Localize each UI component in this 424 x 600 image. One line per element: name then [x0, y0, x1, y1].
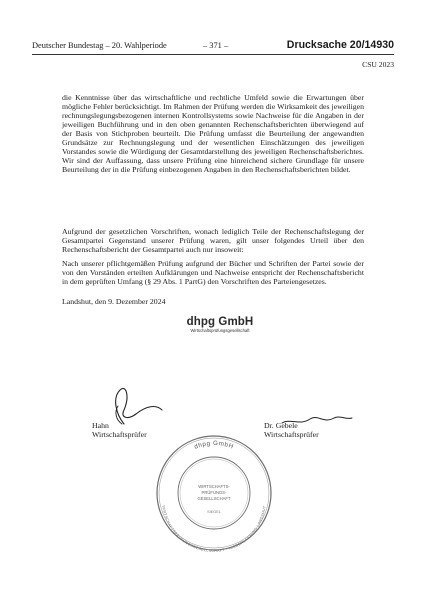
signer-name-right: Dr. Gebele — [264, 421, 298, 430]
svg-text:GESELLSCHAFT: GESELLSCHAFT — [197, 496, 231, 501]
company-seal-icon — [157, 436, 271, 552]
signature-hahn-icon — [116, 388, 162, 424]
firm-logo — [170, 316, 270, 333]
signature-block-right — [264, 421, 319, 439]
page-number: – 371 – — [203, 41, 229, 50]
signature-block-left — [92, 421, 147, 439]
section-tag: CSU 2023 — [362, 60, 394, 69]
svg-text:WIRTSCHAFTS-: WIRTSCHAFTS- — [198, 484, 230, 489]
paragraph-audit-scope: die Kenntnisse über das wirtschaftliche und rechtliche Umfeld sowie die Erwartungen über mögliche Fehler berücksichtigt. Im Rahmen der Prüfung werden die Wirksamkeit des jeweiligen rechnungslegungsbezogenen internen Kontrollsystems sowie Nachweise für die Angaben in der jeweiligen Buchführung und in den oben genannten Rechenschaftsberichten überwiegend auf der Basis von Stichproben beurteilt. Die Prüfung umfasst die Beurteilung der angewandten Grundsätze zur Rechnungslegung und der wesentlichen Einschätzungen des jeweiligen Vorstandes sowie die Würdigung der Gesamtdarstellung des jeweiligen Rechenschaftsberichtes. Wir sind der Auffassung, dass unsere Prüfung eine hinreichend sichere Grundlage für unsere Beurteilung der in die Prüfung einbezogenen Angaben in den Rechenschaftsberichten bildet. — [62, 93, 364, 174]
svg-text:SIEGEL: SIEGEL — [207, 510, 221, 514]
svg-text:PRÜFUNGS-: PRÜFUNGS- — [201, 490, 227, 495]
place-and-date: Landshut, den 9. Dezember 2024 — [62, 297, 166, 306]
header-rule — [32, 54, 394, 55]
signer-name-left: Hahn — [92, 421, 109, 430]
parliament-label: Deutscher Bundestag – 20. Wahlperiode — [32, 41, 167, 50]
firm-name: dhpg GmbH — [186, 316, 254, 328]
document-number: Drucksache 20/14930 — [286, 39, 394, 51]
page-header — [32, 39, 394, 53]
signer-title-right: Wirtschaftsprüfer — [264, 430, 319, 439]
svg-text:dhpg GmbH: dhpg GmbH — [193, 439, 235, 451]
firm-subtitle: Wirtschaftsprüfungsgesellschaft — [190, 328, 250, 333]
signer-title-left: Wirtschaftsprüfer — [92, 430, 147, 439]
paragraph-legal-basis: Aufgrund der gesetzlichen Vorschriften, wonach lediglich Teile der Rechenschaftslegung der Gesamtpartei Gegenstand unserer Prüfung waren, gilt unser folgendes Urteil über den Rechenschaftsbericht der Gesamtpartei auch nur insoweit: — [62, 227, 364, 254]
svg-text:WIRTSCHAFTSPRÜFUNGSGESELLSCHAF: WIRTSCHAFTSPRÜFUNGSGESELLSCHAFT · NIEDERLASSUNG LANDSHUT — [161, 505, 267, 553]
paragraph-audit-opinion: Nach unserer pflichtgemäßen Prüfung aufgrund der Bücher und Schriften der Partei sowie der von den Vorständen erteilten Aufklärungen und Nachweise entspricht der Rechenschaftsbericht in dem geprüften Umfang (§ 29 Abs. 1 PartG) den Vorschriften des Parteiengesetzes. — [62, 259, 364, 286]
